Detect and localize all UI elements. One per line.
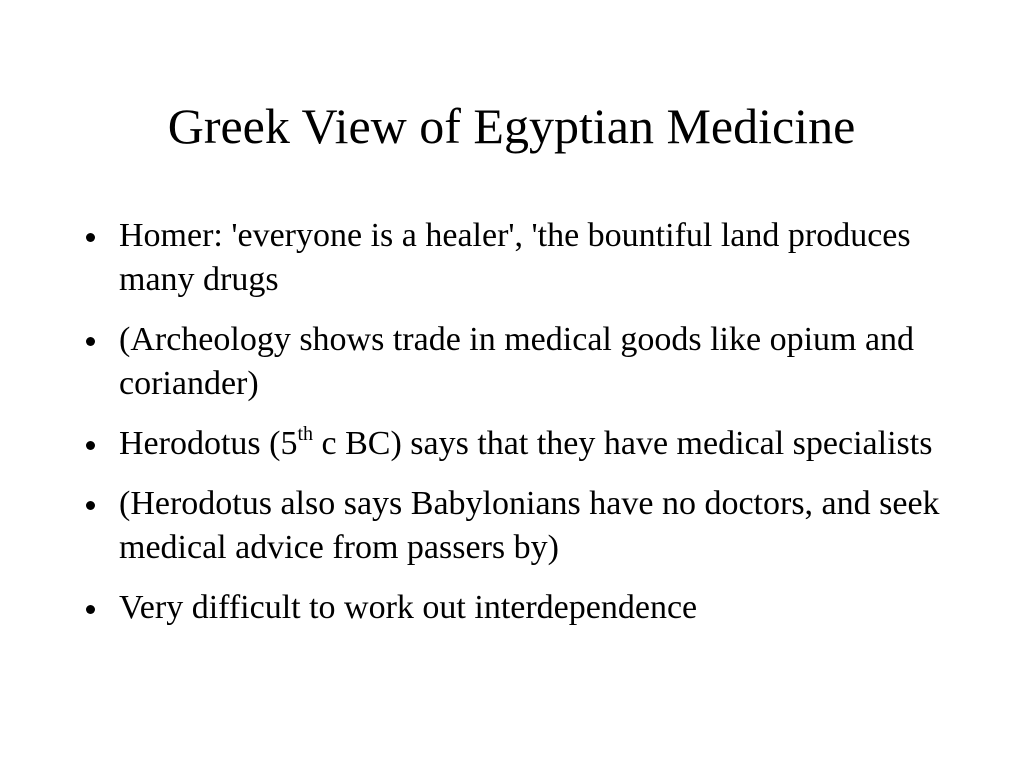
bullet-text: (Archeology shows trade in medical goods like opium and coriander)	[119, 321, 915, 402]
bullet-item-homer	[84, 214, 984, 302]
bullet-dot-icon	[86, 605, 95, 614]
bullet-item-interdependence	[84, 586, 984, 630]
superscript-text: th	[297, 423, 314, 445]
bullet-text: Very difficult to work out interdependence	[119, 589, 698, 626]
bullet-dot-icon	[86, 441, 95, 450]
bullet-item-babylonians	[84, 482, 984, 570]
bullet-text-before: Herodotus (5	[119, 425, 298, 462]
bullet-item-archeology	[84, 318, 984, 406]
bullet-list	[84, 214, 984, 646]
bullet-text-after: c BC) says that they have medical specialists	[313, 425, 933, 462]
bullet-text: (Herodotus also says Babylonians have no doctors, and seek medical advice from passers by)	[119, 485, 940, 566]
bullet-dot-icon	[86, 233, 95, 242]
bullet-text: Homer: 'everyone is a healer', 'the bountiful land produces many drugs	[119, 217, 911, 298]
bullet-dot-icon	[86, 337, 95, 346]
slide-title: Greek View of Egyptian Medicine	[167, 98, 856, 154]
bullet-dot-icon	[86, 501, 95, 510]
bullet-item-herodotus	[84, 422, 984, 466]
